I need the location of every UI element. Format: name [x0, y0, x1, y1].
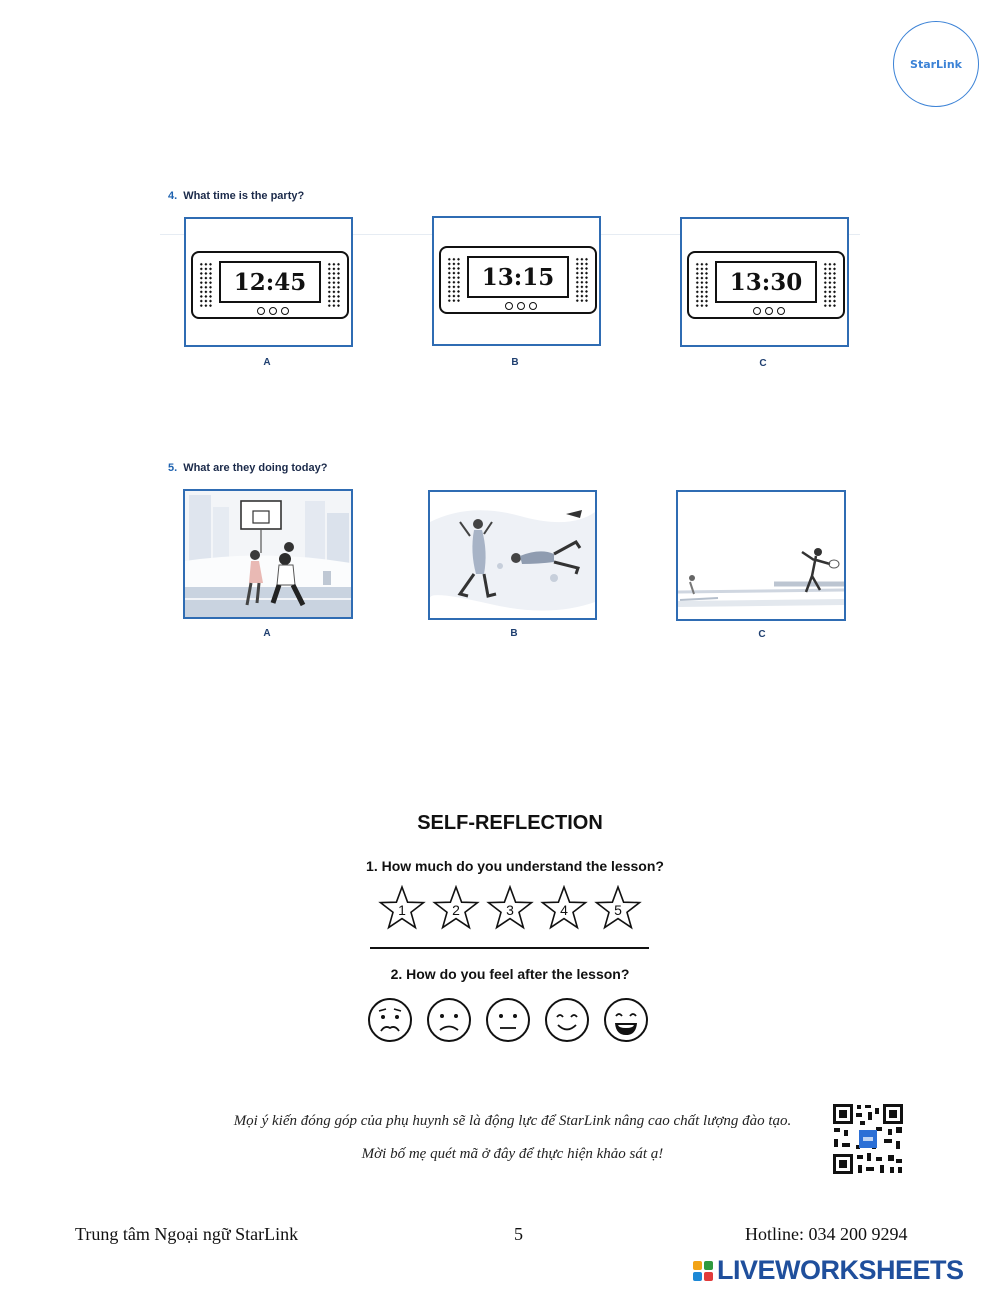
question-number: 5. [168, 462, 178, 474]
star-number: 2 [452, 902, 460, 918]
rating-star-2[interactable] [432, 885, 480, 931]
speaker-grille [447, 257, 461, 303]
liveworksheets-logo-icon [693, 1261, 713, 1281]
survey-qr-code[interactable] [832, 1103, 904, 1175]
logo-text: StarLink [910, 57, 962, 71]
option-b-clock[interactable] [432, 216, 601, 346]
feeling-faces [367, 997, 649, 1043]
option-c-clock[interactable] [680, 217, 849, 347]
question-5 [168, 462, 327, 474]
option-a-clock[interactable] [184, 217, 353, 347]
neutral-face-icon[interactable] [485, 997, 531, 1043]
question-text: What are they doing today? [183, 462, 328, 474]
sad-face-icon[interactable] [426, 997, 472, 1043]
clock-buttons [753, 307, 785, 315]
rating-star-3[interactable] [486, 885, 534, 931]
grin-face-icon[interactable] [603, 997, 649, 1043]
reflection-question-1: 1. How much do you understand the lesson? [366, 858, 664, 874]
self-reflection-title: SELF-REFLECTION [417, 812, 603, 834]
clock-display: 12:45 [219, 261, 321, 303]
survey-note-line-2: Mời bố mẹ quét mã ở đây để thực hiện khảo sát ạ! [361, 1146, 664, 1162]
question-4 [168, 190, 304, 202]
starlink-logo [893, 21, 979, 107]
clock-buttons [257, 307, 289, 315]
footer-hotline: Hotline: 034 200 9294 [745, 1224, 908, 1244]
reflection-question-2: 2. How do you feel after the lesson? [390, 966, 630, 982]
question-text: What time is the party? [183, 190, 305, 202]
star-number: 3 [506, 902, 514, 918]
star-number: 5 [614, 902, 622, 918]
option-c-running-image[interactable] [676, 490, 846, 621]
running-scene [678, 492, 844, 619]
option-a-basketball-image[interactable] [183, 489, 353, 619]
liveworksheets-watermark[interactable] [693, 1255, 964, 1286]
digital-clock [439, 246, 597, 314]
star-number: 4 [560, 902, 568, 918]
clock-buttons [505, 302, 537, 310]
rating-star-4[interactable] [540, 885, 588, 931]
basketball-scene [185, 491, 351, 617]
speaker-grille [327, 262, 341, 308]
option-letter: C [759, 358, 767, 369]
question-number: 4. [168, 190, 178, 202]
option-letter: B [511, 357, 519, 368]
worried-face-icon[interactable] [367, 997, 413, 1043]
survey-note-line-1: Mọi ý kiến đóng góp của phụ huynh sẽ là động lực để StarLink nâng cao chất lượng đào tạo. [233, 1113, 792, 1129]
speaker-grille [575, 257, 589, 303]
option-b-diving-image[interactable] [428, 490, 597, 620]
divider-line [370, 947, 649, 949]
watermark-text: LIVEWORKSHEETS [717, 1255, 964, 1285]
option-letter: B [510, 628, 518, 639]
speaker-grille [695, 262, 709, 308]
footer-page-number: 5 [514, 1224, 523, 1244]
star-rating [378, 885, 642, 931]
star-number: 1 [398, 902, 406, 918]
option-letter: C [758, 629, 766, 640]
digital-clock [191, 251, 349, 319]
clock-display: 13:30 [715, 261, 817, 303]
footer-center-name: Trung tâm Ngoại ngữ StarLink [75, 1224, 299, 1244]
rating-star-5[interactable] [594, 885, 642, 931]
speaker-grille [199, 262, 213, 308]
smile-face-icon[interactable] [544, 997, 590, 1043]
clock-display: 13:15 [467, 256, 569, 298]
diving-scene [430, 492, 595, 618]
speaker-grille [823, 262, 837, 308]
option-letter: A [263, 357, 271, 368]
rating-star-1[interactable] [378, 885, 426, 931]
digital-clock [687, 251, 845, 319]
option-letter: A [263, 628, 271, 639]
